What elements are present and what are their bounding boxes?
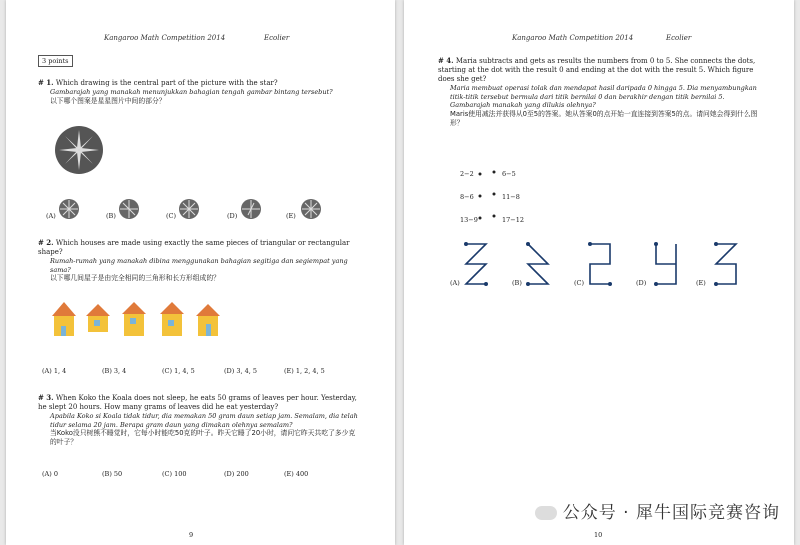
dot-grid	[476, 168, 498, 224]
star-circle-figure	[54, 125, 104, 175]
option-c[interactable]: (C)	[166, 212, 177, 220]
option-a[interactable]: (A)	[450, 279, 460, 287]
q1-option-figures	[58, 198, 348, 222]
wechat-icon	[535, 506, 557, 520]
right-expressions	[502, 163, 524, 232]
expression: 13−9	[460, 216, 478, 224]
expression: 6−5	[502, 170, 516, 178]
watermark-text: 公众号 · 犀牛国际竞赛咨询	[562, 503, 780, 523]
option-a[interactable]: (A)	[46, 212, 56, 220]
option-d[interactable]: (D) 200	[224, 470, 249, 478]
question-text-zh: Maris使用减法并获得从0至5的答案。她从答案0的点开始一直连接到答案5的点。请问她会得到什么图形？	[450, 109, 758, 127]
header-level: Ecolier	[264, 34, 290, 42]
question-4	[438, 56, 758, 128]
option-b[interactable]: (B) 50	[102, 470, 123, 478]
option-c[interactable]: (C) 100	[162, 470, 187, 478]
points-label: 3 points	[38, 55, 73, 67]
page-number: 9	[189, 531, 194, 539]
option-e[interactable]: (E) 1, 2, 4, 5	[284, 367, 325, 375]
question-text-zh: 当Koko没只树熊不睡觉时，它每小时能吃50克的叶子。昨天它睡了20小时，请问它昨天共吃了多少克的叶子？	[50, 429, 356, 446]
option-d[interactable]: (D) 3, 4, 5	[224, 367, 258, 375]
expression: 8−6	[460, 193, 474, 201]
question-number: # 4.	[438, 56, 454, 65]
question-text-en: Maria subtracts and gets as results the numbers from 0 to 5. She connects the dots, starting at the dot with the result 0 and ending at the dot with the result 5. Which figure does she get?	[438, 57, 756, 83]
question-1	[38, 78, 358, 106]
question-3	[38, 393, 358, 447]
option-e[interactable]: (E)	[286, 212, 296, 220]
option-b[interactable]: (B)	[106, 212, 116, 220]
option-d[interactable]: (D)	[227, 212, 238, 220]
right-page	[404, 0, 794, 545]
question-text-zh: 以下哪个图案是星星图片中间的部分？	[50, 96, 166, 105]
header-level: Ecolier	[666, 34, 692, 42]
expression: 17−12	[502, 216, 524, 224]
left-page	[6, 0, 395, 545]
question-text-en: Which houses are made using exactly the same pieces of triangular or rectangular shape?	[38, 239, 350, 256]
header-title: Kangaroo Math Competition 2014	[512, 34, 634, 42]
expression: 11−8	[502, 193, 520, 201]
option-a[interactable]: (A) 1, 4	[42, 367, 67, 375]
option-c[interactable]: (C) 1, 4, 5	[162, 367, 195, 375]
option-e[interactable]: (E) 400	[284, 470, 309, 478]
question-text-id: Maria membuat operasi tolak dan mendapat hasil daripada 0 hingga 5. Dia menyambungkan titik-titik tersebut bermula dari titik bernilai 0 dan berakhir dengan titik bernilai 5. Gambarajah manakah yang dilukis olehnya?	[450, 84, 757, 109]
option-b[interactable]: (B) 3, 4	[102, 367, 127, 375]
option-e[interactable]: (E)	[696, 279, 706, 287]
question-text-id: Gambarajah yang manakah menunjukkan bahagian tengah gambar bintang tersebut?	[50, 88, 333, 96]
option-a[interactable]: (A) 0	[42, 470, 58, 478]
option-d[interactable]: (D)	[636, 279, 647, 287]
option-b[interactable]: (B)	[512, 279, 522, 287]
question-text-en: When Koko the Koala does not sleep, he eats 50 grams of leaves per hour. Yesterday, he slept 20 hours. How many grams of leaves did he eat yesterday?	[38, 394, 357, 411]
page-number: 10	[594, 531, 603, 539]
question-text-id: Rumah-rumah yang manakah dibina menggunakan bahagian segitiga dan segiempat yang sama?	[50, 257, 348, 274]
question-text-zh: 以下哪几间屋子是由完全相同的三角形和长方形组成的？	[50, 274, 220, 282]
question-2	[38, 238, 358, 283]
question-number: # 1.	[38, 78, 54, 87]
question-number: # 3.	[38, 393, 54, 402]
watermark	[535, 498, 780, 523]
option-c[interactable]: (C)	[574, 279, 585, 287]
question-number: # 2.	[38, 238, 54, 247]
header-title: Kangaroo Math Competition 2014	[104, 34, 226, 42]
question-text-id: Apabila Koko si Koala tidak tidur, dia memakan 50 gram daun setiap jam. Semalam, dia telah tidur selama 20 jam. Berapa gram daun yang dimakan olehnya semalam?	[50, 412, 358, 429]
expression: 2−2	[460, 170, 474, 178]
question-text-en: Which drawing is the central part of the picture with the star?	[55, 79, 278, 87]
houses-figure	[50, 300, 225, 340]
